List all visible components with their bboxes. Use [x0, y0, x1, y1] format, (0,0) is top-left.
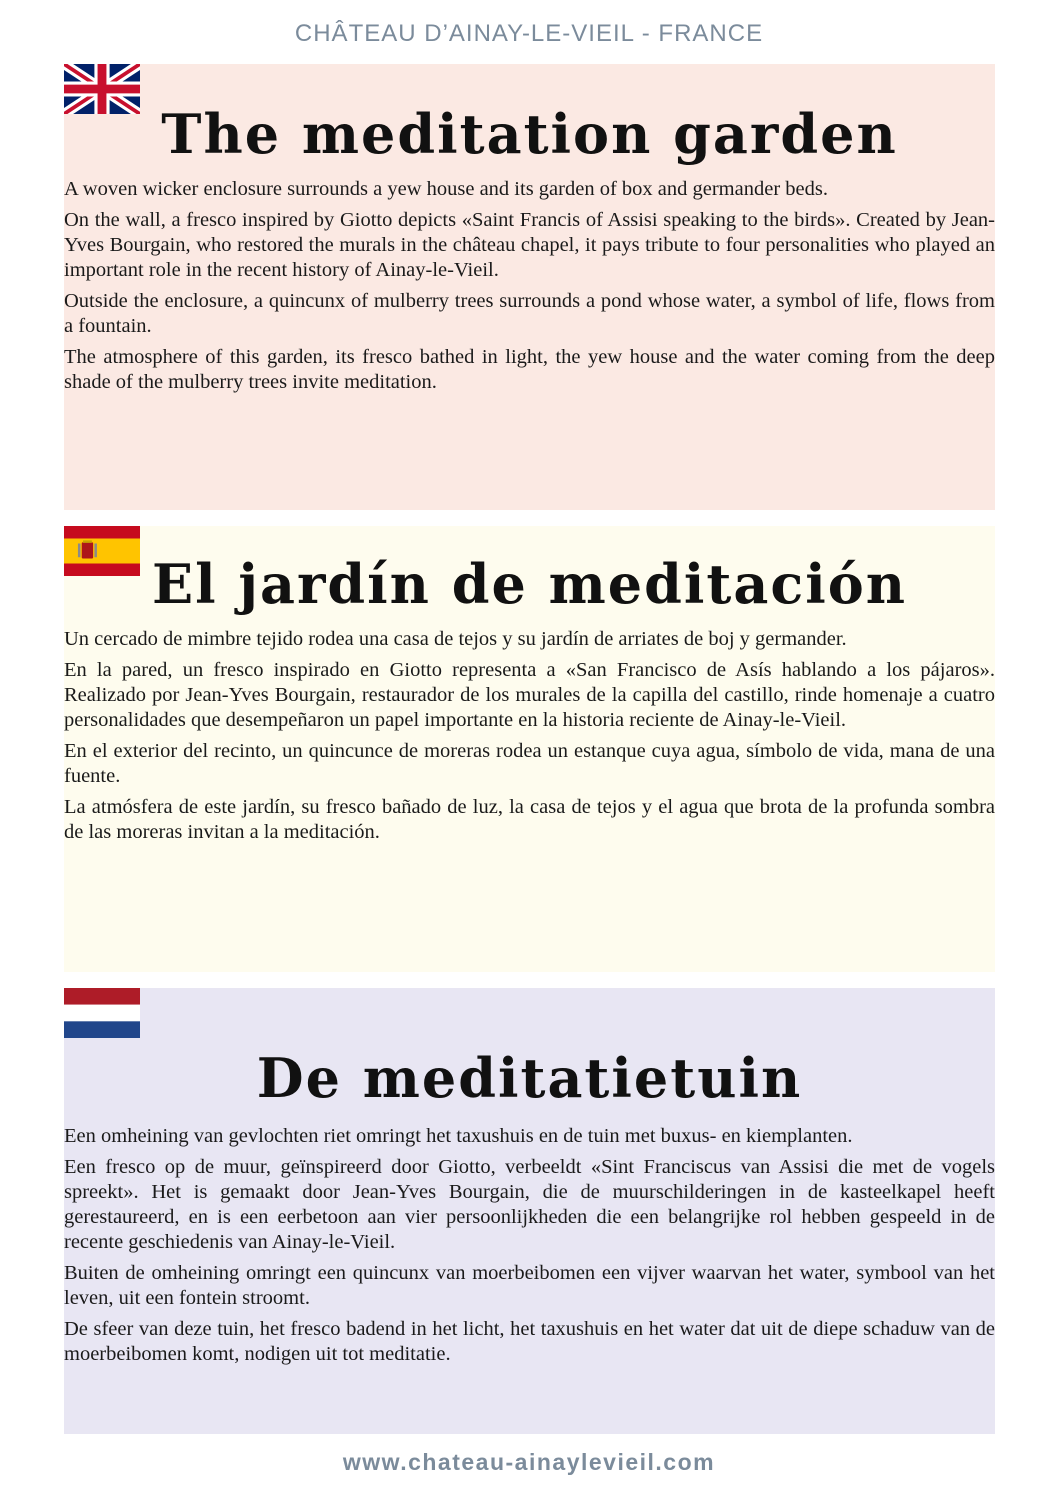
paragraph: En el exterior del recinto, un quincunce de moreras rodea un estanque cuya agua, símbolo de vida, mana de una fuente. [64, 740, 995, 787]
paragraph: A woven wicker enclosure surrounds a yew house and its garden of box and germander beds. [64, 178, 828, 200]
paragraph: The atmosphere of this garden, its fresco bathed in light, the yew house and the water coming from the deep shade of the mulberry trees invite meditation. [64, 346, 995, 393]
paragraph: En la pared, un fresco inspirado en Giotto representa a «San Francisco de Asís hablando a los pájaros». Realizado por Jean-Yves Bourgain, restaurador de los murales de la capilla del castillo, rinde homenaje a cuatro personalidades que desempeñaron un papel importante en la historia reciente de Ainay-le-Vieil. [64, 659, 995, 731]
paragraph: La atmósfera de este jardín, su fresco bañado de luz, la casa de tejos y el agua que brota de la profunda sombra de las moreras invitan a la meditación. [64, 796, 995, 843]
section-dutch [64, 988, 995, 1434]
website-link[interactable]: www.chateau-ainaylevieil.com [342, 1449, 716, 1475]
page-header: CHÂTEAU D’AINAY-LE-VIEIL - FRANCE [294, 20, 764, 47]
paragraph: Buiten de omheining omringt een quincunx van moerbeibomen een vijver waarvan het water, symbool van het leven, uit een fontein stroomt. [64, 1262, 995, 1309]
section-body [64, 627, 995, 851]
section-body [64, 1124, 995, 1373]
paragraph: On the wall, a fresco inspired by Giotto depicts «Saint Francis of Assisi speaking to the birds». Created by Jean-Yves Bourgain, who restored the murals in the château chapel, it pays tribute to four personalities who played an important role in the recent history of Ainay-le-Vieil. [64, 209, 995, 281]
section-english [64, 64, 995, 510]
section-title: De meditatietuin [256, 1046, 803, 1110]
section-body [64, 177, 995, 401]
paragraph: De sfeer van deze tuin, het fresco badend in het licht, het taxushuis en het water dat uit de diepe schaduw van de moerbeibomen komt, nodigen uit tot meditatie. [64, 1318, 995, 1365]
paragraph: Un cercado de mimbre tejido rodea una casa de tejos y su jardín de arriates de boj y germander. [64, 628, 847, 650]
paragraph: Een fresco op de muur, geïnspireerd door Giotto, verbeeldt «Sint Franciscus van Assisi die met de vogels spreekt». Het is gemaakt door Jean-Yves Bourgain, die de muurschilderingen in de kasteelkapel heeft gerestaureerd, en is een eerbetoon aan vier persoonlijkheden die een belangrijke rol hebben gespeeld in de recente geschiedenis van Ainay-le-Vieil. [64, 1156, 995, 1253]
paragraph: Outside the enclosure, a quincunx of mulberry trees surrounds a pond whose water, a symbol of life, flows from a fountain. [64, 290, 995, 337]
netherlands-flag-icon [64, 988, 140, 1038]
section-title: El jardín de meditación [151, 552, 908, 616]
paragraph: Een omheining van gevlochten riet omringt het taxushuis en de tuin met buxus- en kiemplanten. [64, 1125, 853, 1147]
section-spanish [64, 526, 995, 972]
section-title: The meditation garden [161, 102, 898, 166]
